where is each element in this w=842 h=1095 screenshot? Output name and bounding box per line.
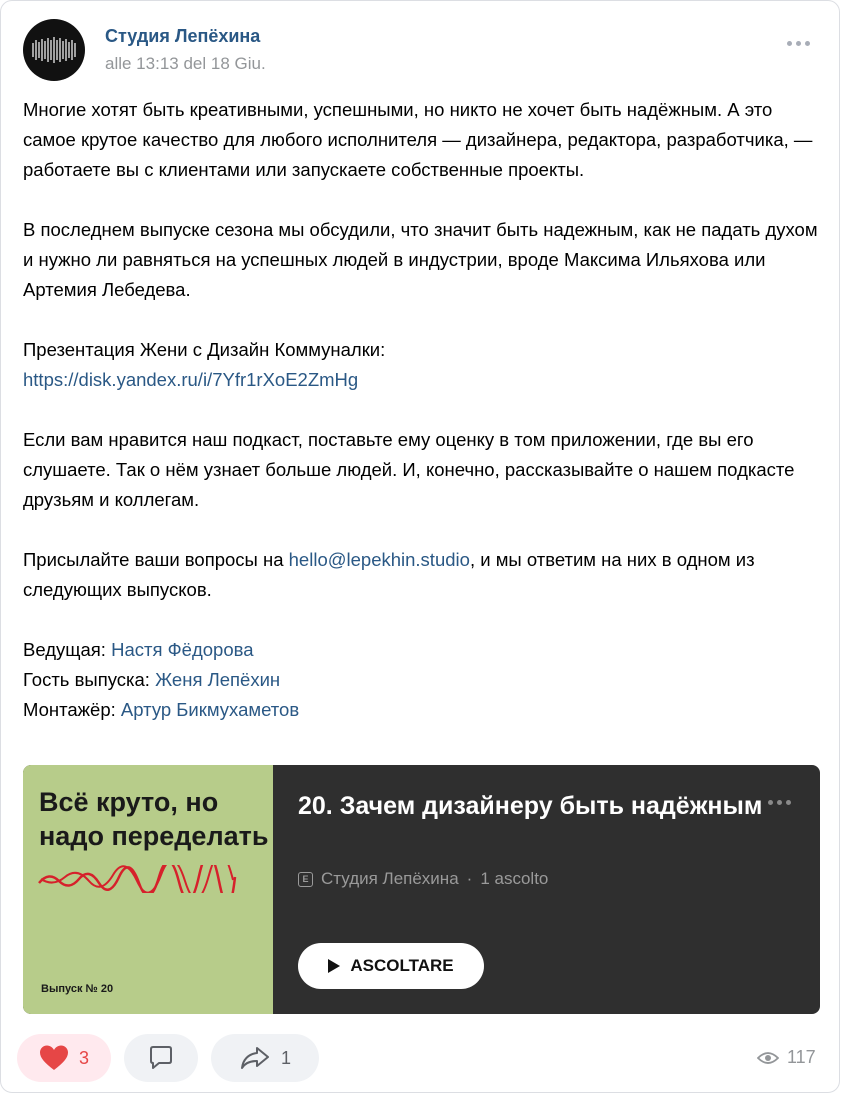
waveform-logo-icon [23, 19, 85, 81]
post-actions [17, 1034, 319, 1082]
cover-issue: Выпуск № 20 [41, 983, 114, 995]
paragraph: Если вам нравится наш подкаст, поставьте ему оценку в том приложении, где вы его слушаете. Так о нём узнает больше людей. И, конечно, рассказывайте о нашем подкасте друзьям и коллегам. [23, 429, 795, 510]
credit-host: Ведущая: Настя Фёдорова [23, 639, 254, 660]
share-count: 1 [280, 1047, 291, 1068]
presentation-link[interactable]: https://disk.yandex.ru/i/7Yfr1rXoE2ZmHg [23, 369, 359, 390]
meta-separator: · [466, 869, 473, 888]
paragraph: Многие хотят быть креативными, успешными, но никто не хочет быть надёжным. А это самое крутое качество для любого исполнителя — дизайнера, редактора, разработчика, — работаете вы с клиентами или запускаете собственные проекты. [23, 99, 813, 180]
explicit-badge-icon: E [298, 872, 313, 887]
author-avatar[interactable] [23, 19, 85, 81]
views-counter [757, 1047, 816, 1068]
episode-meta [298, 869, 548, 889]
paragraph: В последнем выпуске сезона мы обсудили, что значит быть надежным, как не падать духом и нужно ли равняться на успешных людей в индустрии, вроде Максима Ильяхова или Артемия Лебедева. [23, 219, 818, 300]
views-count: 117 [787, 1047, 816, 1067]
heart-icon [39, 1044, 69, 1072]
podcast-player[interactable] [23, 765, 820, 1014]
episode-title[interactable]: 20. Зачем дизайнеру быть надёжным [298, 792, 763, 820]
episode-more-icon[interactable] [768, 800, 791, 805]
podcast-cover[interactable] [23, 765, 273, 1014]
post-date[interactable]: alle 13:13 del 18 Giu. [105, 54, 266, 73]
play-button[interactable] [298, 943, 484, 989]
play-label: ASCOLTARE [350, 956, 454, 975]
credit-guest: Гость выпуска: Женя Лепёхин [23, 669, 281, 690]
guest-link[interactable]: Женя Лепёхин [155, 669, 281, 690]
author-name[interactable]: Студия Лепёхина [105, 26, 261, 46]
editor-link[interactable]: Артур Бикмухаметов [120, 699, 300, 720]
post-text [23, 95, 823, 725]
episode-author[interactable]: Студия Лепёхина [321, 869, 459, 888]
paragraph: Презентация Жени с Дизайн Коммуналки: [23, 339, 386, 360]
host-link[interactable]: Настя Фёдорова [111, 639, 254, 660]
like-button[interactable] [17, 1034, 111, 1082]
episode-listens: 1 ascolto [480, 869, 549, 888]
email-link[interactable]: hello@lepekhin.studio [288, 549, 470, 570]
comment-icon [147, 1044, 175, 1072]
share-button[interactable] [211, 1034, 319, 1082]
like-count: 3 [78, 1047, 89, 1068]
comment-button[interactable] [124, 1034, 198, 1082]
play-icon [328, 959, 340, 973]
credit-editor: Монтажёр: Артур Бикмухаметов [23, 699, 300, 720]
red-scribble-icon [37, 865, 237, 893]
cover-title: Всё круто, но надо переделать [39, 787, 269, 851]
share-icon [239, 1044, 271, 1072]
post-more-icon[interactable] [787, 41, 810, 46]
eye-icon [757, 1050, 779, 1066]
questions-paragraph: Присылайте ваши вопросы на hello@lepekhin.studio, и мы ответим на них в одном из следующих выпусков. [23, 549, 755, 600]
